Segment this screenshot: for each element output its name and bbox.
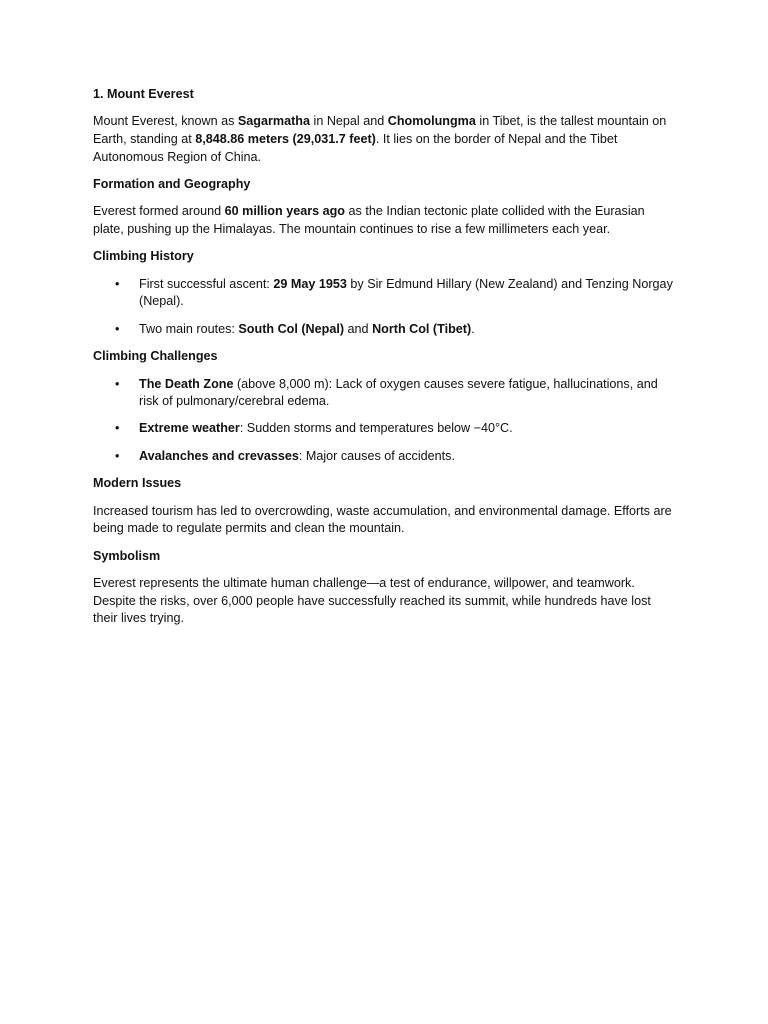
list-item [93, 376, 673, 411]
bullet-icon: • [115, 321, 120, 336]
section-heading-formation: Formation and Geography [93, 176, 251, 191]
text-run: . [471, 321, 475, 336]
bullet-icon: • [115, 376, 120, 391]
climbing-challenges-list [93, 376, 673, 466]
bold-text-run: Extreme weather [139, 421, 240, 436]
bold-text-run: 60 million years ago [224, 204, 346, 219]
bold-text-run: The Death Zone [139, 376, 234, 391]
text-run: : Sudden storms and temperatures below −40°C. [239, 421, 513, 436]
text-run: as the Indian tectonic plate collided with the Eurasian plate, pushing up the Himalayas. The mountain continues to rise a few millimeters each year. [93, 204, 645, 236]
modern-issues-paragraph [93, 503, 673, 538]
text-run: Mount Everest, known as [93, 114, 238, 129]
list-item-text [139, 277, 673, 309]
document-title: 1. Mount Everest [93, 87, 194, 101]
bold-text-run: 29 May 1953 [273, 276, 347, 291]
intro-paragraph [93, 113, 673, 166]
section-heading-symbolism: Symbolism [93, 548, 161, 563]
bold-text-run: South Col (Nepal) [238, 321, 345, 336]
section-heading-modern-issues: Modern Issues [93, 476, 182, 491]
bold-text-run: Avalanches and crevasses [139, 448, 299, 463]
bullet-icon: • [115, 276, 120, 291]
bold-text-run: Sagarmatha [237, 114, 311, 129]
list-item [93, 420, 673, 438]
list-item-text [139, 449, 455, 463]
text-run: in Tibet, is the tallest mountain on Earth, standing at [93, 114, 667, 146]
list-item-text [139, 421, 513, 435]
bold-text-run: 8,848.86 meters (29,031.7 feet) [195, 131, 376, 146]
section-heading-climbing-history: Climbing History [93, 249, 194, 264]
list-item [93, 321, 673, 339]
text-run: : Major causes of accidents. [298, 448, 455, 463]
text-run: First successful ascent: [139, 276, 274, 291]
text-run: . It lies on the border of Nepal and the Tibet Autonomous Region of China. [93, 131, 618, 164]
text-run: (above 8,000 m): Lack of oxygen causes severe fatigue, hallucinations, and risk of pulmonary/cerebral edema. [139, 376, 658, 409]
text-run: by Sir Edmund Hillary (New Zealand) and Tenzing Norgay (Nepal). [139, 276, 673, 309]
climbing-history-list [93, 276, 673, 339]
bold-text-run: North Col (Tibet) [372, 321, 472, 336]
list-item-text [139, 322, 475, 336]
bullet-icon: • [115, 448, 120, 463]
text-run: in Nepal and [310, 114, 388, 129]
text-run: Two main routes: [139, 321, 239, 336]
document-page [93, 86, 673, 638]
symbolism-paragraph [93, 575, 673, 628]
bullet-icon: • [115, 421, 120, 436]
list-item-text [139, 377, 658, 409]
list-item [93, 448, 673, 466]
text-run: and [344, 321, 373, 336]
section-heading-climbing-challenges: Climbing Challenges [93, 349, 218, 364]
text-run: Everest represents the ultimate human challenge—a test of endurance, willpower, and teamwork. Despite the risks, over 6,000 people have successfully reached its summit, while hundreds have lost their lives trying. [93, 576, 651, 626]
text-run: Increased tourism has led to overcrowding, waste accumulation, and environmental damage. Efforts are being made to regulate permits and clean the mountain. [93, 503, 672, 536]
list-item [93, 276, 673, 311]
formation-paragraph [93, 203, 673, 238]
text-run: Everest formed around [93, 204, 225, 219]
bold-text-run: Chomolungma [387, 114, 476, 129]
